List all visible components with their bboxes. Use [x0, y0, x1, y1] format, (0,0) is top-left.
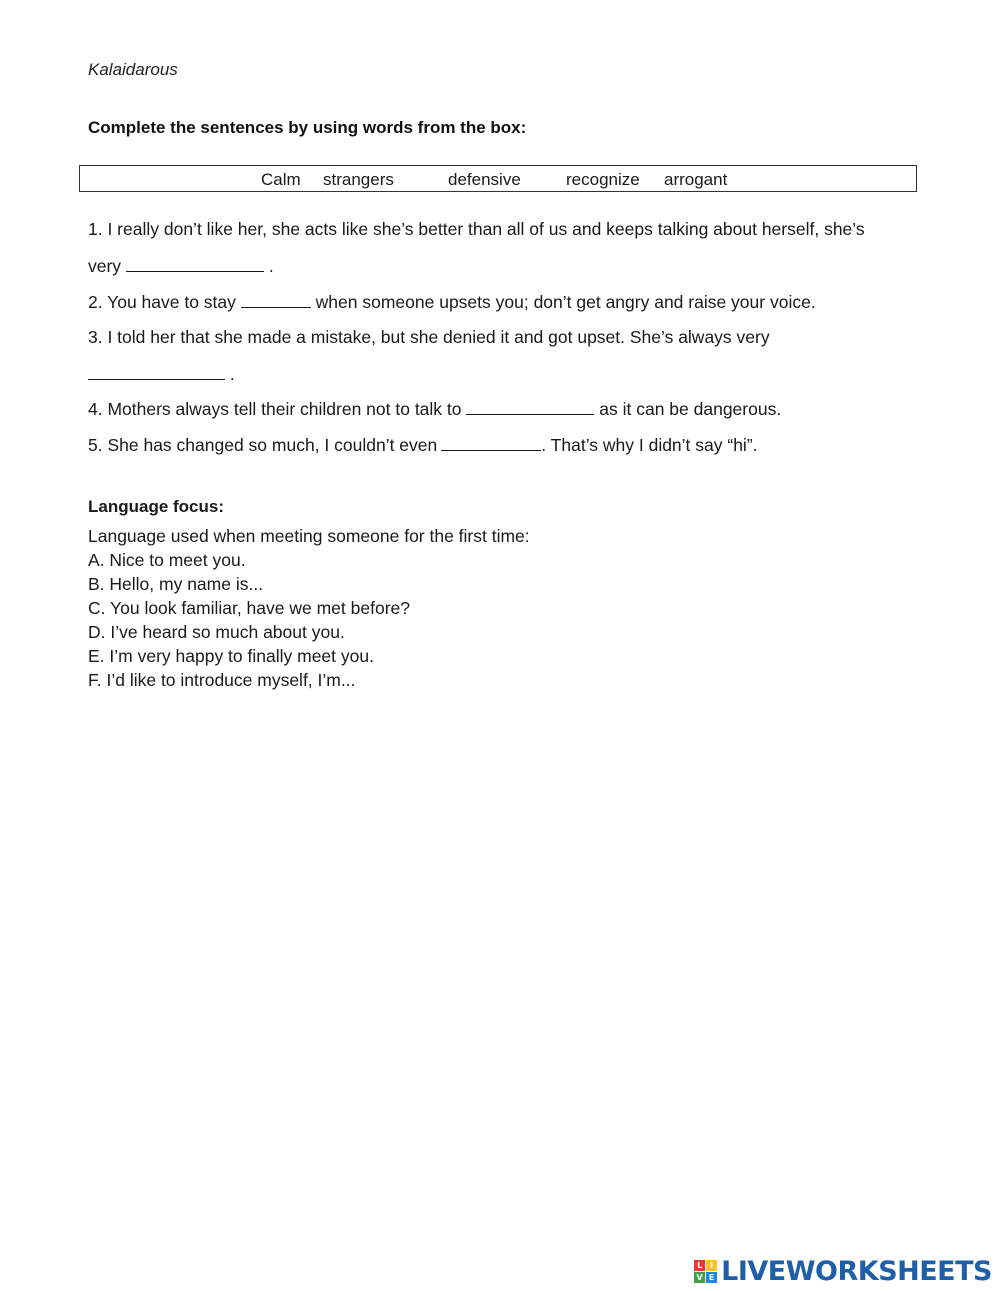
exercise-4-before: 4. Mothers always tell their children not to talk to [88, 399, 462, 419]
logo-letter-l: L [694, 1260, 705, 1271]
exercise-1-text-line2: very [88, 256, 122, 276]
exercise-4 [88, 399, 781, 420]
logo-letter-i: I [706, 1260, 717, 1271]
answer-blank-3[interactable] [88, 364, 225, 380]
author-name: Kalaidarous [88, 60, 178, 79]
answer-blank-2[interactable] [241, 292, 311, 308]
language-focus-item: F. I’d like to introduce myself, I’m... [88, 670, 356, 690]
word-box-item: defensive [448, 170, 521, 189]
instruction-heading: Complete the sentences by using words from the box: [88, 118, 527, 137]
language-focus-list [88, 524, 530, 692]
exercise-3-end: . [229, 364, 235, 384]
exercise-3-line-2 [88, 364, 235, 385]
answer-blank-5[interactable] [441, 435, 541, 451]
exercise-3-line-1 [88, 327, 770, 348]
liveworksheets-logo-icon [694, 1260, 717, 1283]
exercise-1-text: 1. I really don’t like her, she acts like she’s better than all of us and keeps talking about herself, she’s [88, 219, 865, 239]
word-box-item: arrogant [664, 170, 728, 189]
language-focus-item: A. Nice to meet you. [88, 550, 246, 570]
exercise-5-before: 5. She has changed so much, I couldn’t even [88, 435, 438, 455]
word-box-item: recognize [566, 170, 640, 189]
exercise-1-line-1 [88, 219, 865, 240]
liveworksheets-brand [694, 1256, 992, 1287]
language-focus-item: C. You look familiar, have we met before? [88, 598, 410, 618]
logo-letter-e: E [706, 1272, 717, 1283]
exercise-2-before: 2. You have to stay [88, 292, 236, 312]
answer-blank-1[interactable] [126, 256, 264, 272]
exercise-2 [88, 292, 816, 313]
exercise-1-end: . [268, 256, 274, 276]
exercise-1-line-2 [88, 256, 274, 277]
exercise-2-after: when someone upsets you; don’t get angry and raise your voice. [315, 292, 816, 312]
language-focus-item: D. I’ve heard so much about you. [88, 622, 345, 642]
language-focus-item: B. Hello, my name is... [88, 574, 264, 594]
word-box-item: Calm [261, 170, 301, 189]
word-box-item: strangers [323, 170, 394, 189]
answer-blank-4[interactable] [466, 399, 594, 415]
language-focus-intro: Language used when meeting someone for the first time: [88, 526, 530, 546]
word-box [79, 165, 917, 192]
logo-letter-v: V [694, 1272, 705, 1283]
exercise-3-text: 3. I told her that she made a mistake, but she denied it and got upset. She’s always very [88, 327, 770, 347]
brand-name: LIVEWORKSHEETS [721, 1256, 992, 1287]
exercise-4-after: as it can be dangerous. [599, 399, 782, 419]
exercise-5 [88, 435, 758, 456]
exercise-5-after: . That’s why I didn’t say “hi”. [541, 435, 758, 455]
language-focus-item: E. I’m very happy to finally meet you. [88, 646, 374, 666]
language-focus-title: Language focus: [88, 497, 225, 516]
